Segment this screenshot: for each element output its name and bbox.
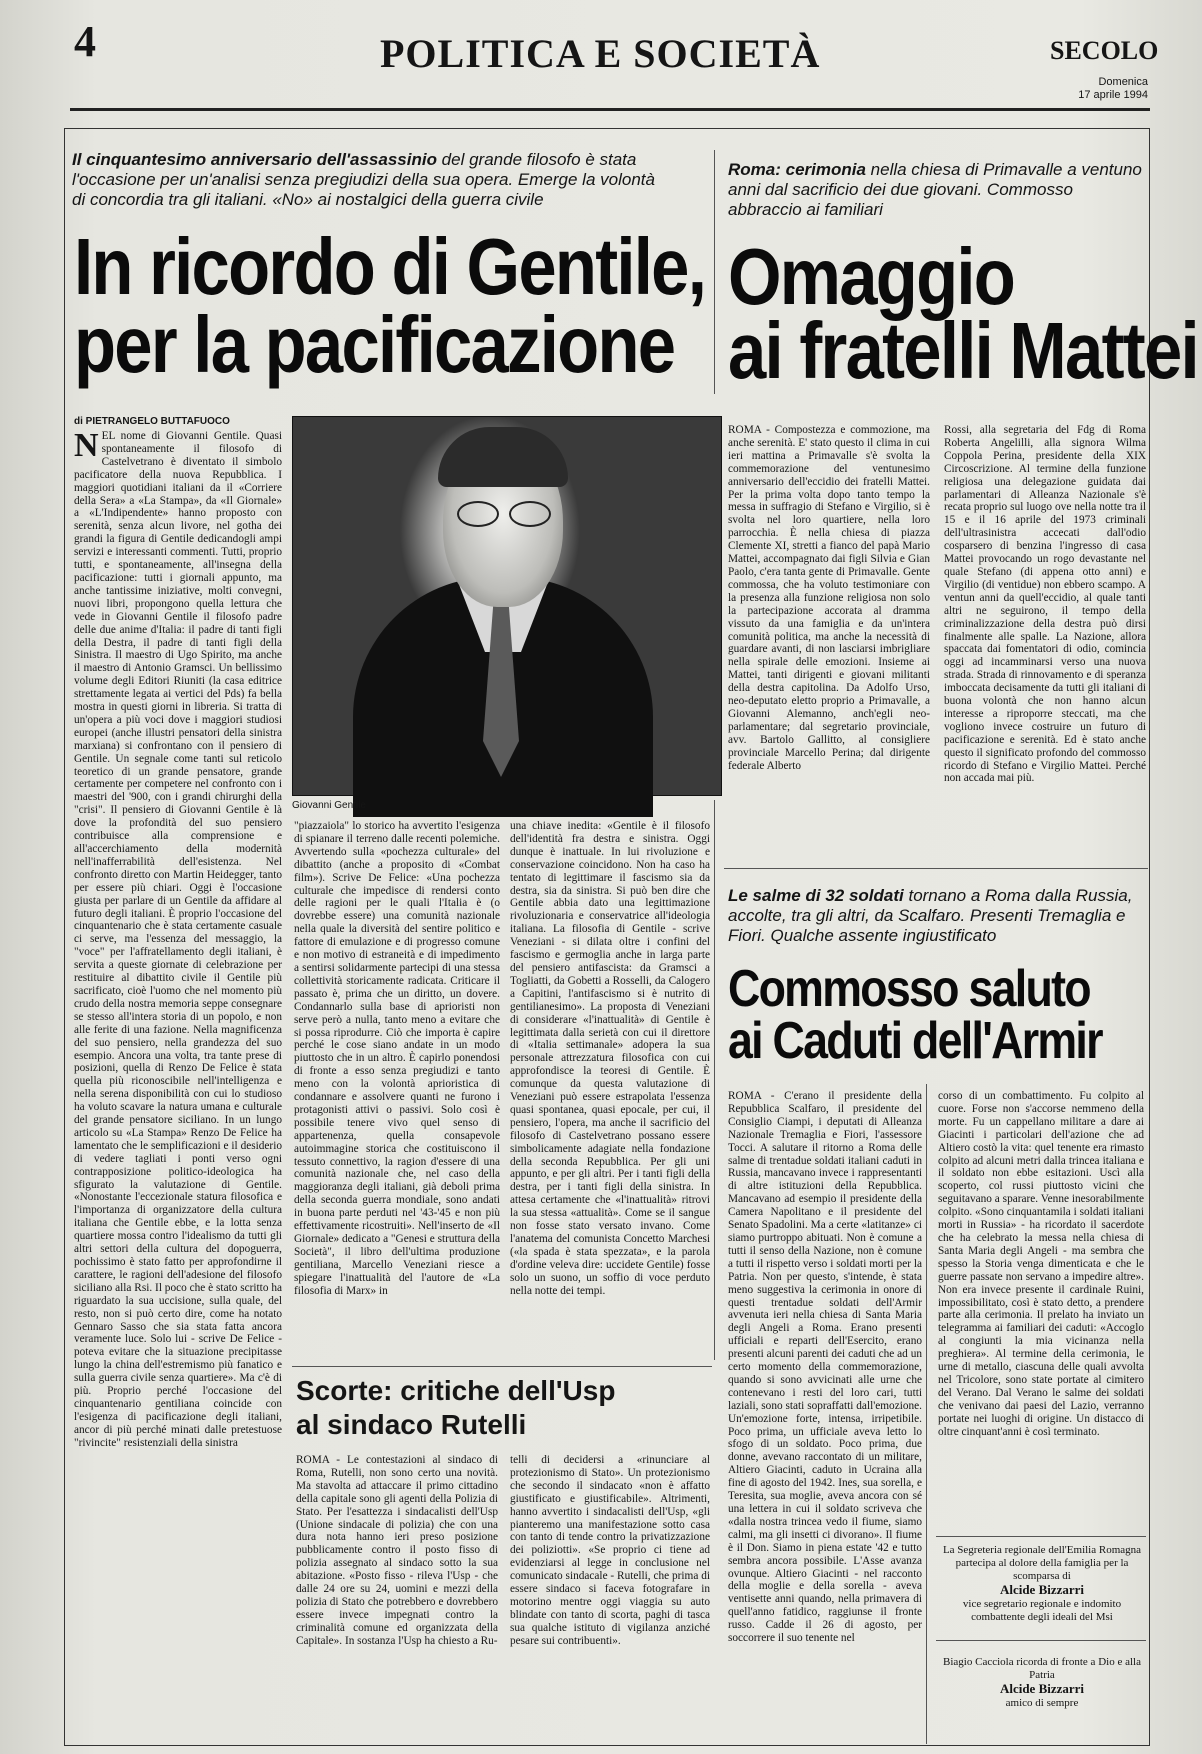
photo-hair <box>438 427 568 487</box>
usp-column-1: ROMA - Le contestazioni al sindaco di Roma, Rutelli, non sono certo una novità. Ma stavolta ad attaccare il primo cittadino della capitale sono gli agenti della Polizia di Stato. Per l'esattezza i sindacalisti dell'Usp (Unione sindacale di polizia) che con una dura nota hanno ieri preso posizione pubblicamente contro il posto fisso di polizia assegnato al sindaco sotto la sua abitazione. «Posto fisso - rileva l'Usp - che dalle 24 ore su 24, uomini e mezzi della polizia di Stato che potrebbero e dovrebbero essere invece impegnati contro la criminalità comune ed organizzata della Capitale». In sostanza l'Usp ha chiesto a Ru- <box>296 1454 498 1647</box>
armir-headline-line1: Commosso saluto <box>728 960 1090 1018</box>
notice-rule <box>936 1640 1146 1641</box>
mattei-headline-line2: ai fratelli Mattei <box>728 306 1198 395</box>
column-divider <box>926 1084 927 1744</box>
gentile-headline-line2: per la pacificazione <box>74 300 675 389</box>
gentile-column-3: una chiave inedita: «Gentile è il filosofo dell'identità fra destra e sinistra. Oggi dunque è inattuale. In lui rivoluzione e conservazione coincidono. Non ha caso ha tentato di legittimare il fascismo sia da destra, sia da sinistra. Si può ben dire che Gentile abbia dato una legittimazione rivoluzionaria e conservatrice all'ideologia italiana. La filosofia di Gentile - scrive Veneziani - si dilata oltre i confini del fascismo e germoglia anche in larga parte del pensiero antifascista: da Gramsci a Togliatti, da Gobetti a Rosselli, da Calogero a Capitini, l'antifascismo si è nutrito di gentilianesimo». La proposta di Veneziani di considerare «l'inattualità» di Gentile è legittimata dalla serietà con cui il direttore di «Italia settimanale» adopera la sua personale attrezzatura filosofica con cui approfondisce la teoresi di Gentile. È comunque da questa valutazione di Veneziani può essere estrapolata l'essenza quasi spontanea, quasi epocale, per cui, il pensiero, l'opera, ma anche il sacrificio del filosofo di Castelvetrano possano essere simbolicamente adagiate nella fondazione della seconda Repubblica. Per gli uni appunto, e per gli altri. Per i tanti figli della destra, per i tanti figli della sinistra. In attesa certamente che «l'inattualità» ritrovi la sua stessa «attualità». Come se il sangue non fosse stato versato invano. Come l'anatema del comunista Concetto Marchesi («la spada è stata spezzata», e la parola d'ordine veleva dire: uccidete Gentile) fosse solo un suono, un soffio di voce perduto nella notte dei tempi. <box>510 820 710 1297</box>
notice-1-text: La Segreteria regionale dell'Emilia Romagna partecipa al dolore della famiglia per la scomparsa di <box>942 1544 1142 1582</box>
gentile-kicker <box>72 150 662 210</box>
header-rule <box>70 108 1150 111</box>
usp-column-2: telli di decidersi a «rinunciare al protezionismo di Stato». Un protezionismo che secondo il sindacato «non è affatto giustificato e giustificabile». Altrimenti, hanno avvertito i sindacalisti dell'Usp, «gli pianteremo una manifestazione sotto casa con tanto di tende contro la privatizzazione dei poliziotti». «Se proprio ci tiene ad evidenziarsi al legge in conclusione nel comunicato sindacale - Rutelli, che prima di essere sindaco si faceva fotografare in motorino mentre oggi viaggia su auto blindate con tanto di scorta, paghi di tasca sua qualche istituto di vigilanza anziché pesare sui contribuenti». <box>510 1454 710 1647</box>
gentile-kicker-bold: Il cinquantesimo anniversario dell'assassinio <box>72 150 437 169</box>
armir-column-2: corso di un combattimento. Fu colpito al cuore. Forse non s'accorse nemmeno della morte. Fu un cappellano militare a dare ai Giacinti i particolari dell'azione che ad Altiero costò la vita: quel tenente era rimasto colpito ad alcuni metri dalla trincea italiana e il soldato non ebbe esitazioni. Uscì alla scoperto, col russi piuttosto vicini che seguitavano a sparare. Venne inesorabilmente colpito. «Sono cinquantamila i soldati italiani morti in Russia» - ha ricordato il sacerdote che ha celebrato la messa nella chiesa di Santa Maria degli Angeli - ma sembra che spesso la Storia venga dimenticata e che le guerre passate non servano a impedire altre». Non era invece presente il cardinale Ruini, impossibilitato, così è stato detto, a prendere parte alla cerimonia. Il prelato ha inviato un telegramma ai familiari dei caduti: «Accoglo al congiunti la mia vicinanza nella preghiera». Al termine della cerimonia, le urne di metallo, ciascuna delle quali avvolta nel Tricolore, sono state portate al cimitero del Verano. Dal Verano le salme dei soldati che venivano dai paesi del Lazio, verranno portate nei luoghi di origine. Un distacco di oltre cinquant'anni è così terminato. <box>938 1090 1144 1438</box>
gentile-column-1 <box>74 427 282 1734</box>
notice-2-text: Biagio Cacciola ricorda di fronte a Dio e alla Patria <box>943 1656 1141 1681</box>
usp-rule <box>292 1366 712 1367</box>
armir-rule <box>724 868 1148 869</box>
mattei-kicker <box>728 160 1148 220</box>
armir-kicker-bold: Le salme di 32 soldati <box>728 886 904 905</box>
armir-column-1: ROMA - C'erano il presidente della Repubblica Scalfaro, il presidente del Consiglio Ciampi, i deputati di Alleanza Nazionale Tremaglia e Fiori, l'assessore Tocci. A salutare il ritorno a Roma delle salme di trentadue soldati italiani caduti in Russia, mancavano invece i rappresentanti di altre istituzioni della Repubblica. Mancavano ad esempio il presidente della Camera Napolitano e il presidente del Senato Spadolini. Ma a certe «latitanze» ci siamo purtroppo abituati. Non è comune a tutti il senso della Nazione, non è comune a tutti il rispetto verso i soldati morti per la Patria. Non per questo, s'intende, è stata meno suggestiva la cerimonia in onore di questi trentadue soldati dell'Armir avvenuta ieri nella chiesa di Santa Maria degli Angeli a Roma. Erano presenti ufficiali e reparti dell'Esercito, erano presenti alcuni parenti dei caduti che ad un certo momento della commemorazione, quando si sono avvicinati alle urne che contenevano i resti del loro cari, tutti laziali, sono stati sopraffatti dall'emozione. Un'emozione forte, intensa, irripetibile. Poco prima, un ufficiale aveva letto lo sfogo di un soldato. Poco prima, due donne, avevano raccontato di un militare, Altiero Giacinti, caduto in Ucraina alla fine di agosto del 1942. Ines, sua sorella, e Teresita, sua moglie, aveva ancora con sé una lettera in cui il soldato scriveva che «dalla nostra trincea vedo il fiume, siamo calmi, ma gli insetti ci divorano». Il fiume è il Don. Siamo in piena estate '42 e tutto sembra ancora possibile. L'Asse avanza ovunque. Altiero Giacinti - nel racconto della moglie e della sorella - aveva ventisette anni quando, nella primavera di quell'anno fatidico, raggiunse il fronte russo. Cadde il 26 di agosto, per soccorrere il suo tenente nel <box>728 1090 922 1645</box>
issue-date <box>1040 76 1148 102</box>
usp-headline-line2: al sindaco Rutelli <box>296 1409 527 1440</box>
column-divider <box>714 150 715 394</box>
usp-headline-line1: Scorte: critiche dell'Usp <box>296 1375 616 1406</box>
mattei-kicker-bold: Roma: cerimonia <box>728 160 866 179</box>
gentile-column-1-text: EL nome di Giovanni Gentile. Quasi spontaneamente il filosofo di Castelvetrano è diventato il simbolo pacificatore della nuova Repubblica. I maggiori quotidiani italiani da il «Corriere della Sera» a «La Stampa», da «Il Giornale» a «L'Indipendente» hanno proposto con serenità, senza alcun livore, nel gotha dei grandi la figura di Gentile dedicandogli ampi servizi e interessanti commenti. Tutti, proprio tutti, e spontaneamente, all'insegna della pacificazione: tutti i giornali appunto, ma anche tantissime iniziative, molti convegni, nuovi libri, propongono quella lettura che vede in Giovanni Gentile il filosofo padre delle due anime d'Italia: il padre di tanti figli della Destra, il padre di tanti figli della Sinistra. Il maestro di Ugo Spirito, ma anche il maestro di Antonio Gramsci. Un bellissimo volume degli Editori Riuniti (la casa editrice strettamente legata ai vertici del Pds) fa bella mostra in questi giorni in libreria. Si tratta di un'opera a più voci dove i maggiori studiosi europei (anche illustri pensatori della sinistra marxiana) si confrontano con il pensiero di Gentile. Un segnale come tanti sul reticolo teoretico di un grande pensatore, grande certamente per competere nel confronto con i maestri del '900, con i grandi chirurghi della "crisi". Il pensiero di Giovanni Gentile è là dove la profondità del suo pensiero contribuisce alla comprensione e all'accerchiamento della modernità nell'inafferrabilità dell'esistenza. Nel confronto diretto con Martin Heidegger, tanto per essere più chiari. Oggi è l'occasione giusta per parlare di un Gentile da affidare al futuro degli italiani. È proprio l'occasione del cinquantenario che è stata certamente casuale ci serve, ma l'essenza del messaggio, la "voce" per l'affratellamento degli italiani, è servita a queste giornate di celebrazione per restituire al dibattito civile il Gentile più sacrificato, cioè l'uomo che nel momento più crudo della nostra memoria seppe consegnare se stesso all'intera storia di un popolo, e non alle ferite di una fazione. Nella magnificenza del suo pensiero, nella grandezza del suo esempio. Ancora una volta, tra tante prese di posizioni, quella di Renzo De Felice è stata quella più riconoscibile nell'intelligenza e nella serena disponibilità con cui lo studioso ha voluto scavare la natura umana e culturale del grande pensatore siciliano. In un lungo articolo su «La Stampa» Renzo De Felice ha lamentato che le semplificazioni e il desiderio di vedere tagliati i ponti verso ogni contrapposizione politico-ideologica ha sfigurato la valutazione di Gentile. «Nonostante l'eccezionale statura filosofica e l'importanza di organizzatore della cultura italiana che Gentile ebbe, e la lotta senza quartiere mossa contro l'idealismo da tutti gli altri settori della cultura del dopoguerra, pochissimo è stato fatto per approfondirne il carattere, le ragioni dell'adesione del filosofo siciliano alla Rsi. Il poco che è stato scritto ha riguardato la sua uccisione, sulla quale, del resto, non si può certo dire, come ha notato Gennaro Sasso che sia stata fatta ancora veramente luce. Solo lui - scrive De Felice - poteva evitare che la situazione precipitasse lungo la china dell'estremismo più fanatico e sulla guerra civile senza quartiere». Ma c'è di più. Proprio perché l'occasione del cinquantenario gentiliana coincide con l'esigenza di pacificazione degli italiani, ancor di più perché minati dalle pretestuose "rivincite" resistenziali della sinistra <box>74 430 282 1449</box>
obituary-notice-1 <box>940 1544 1144 1624</box>
newspaper-masthead: SECOLO <box>1050 36 1159 65</box>
notice-1-name: Alcide Bizzarri <box>999 1582 1085 1597</box>
gentile-byline: di PIETRANGELO BUTTAFUOCO <box>74 416 230 427</box>
mattei-kicker-text: nella chiesa di Primavalle a ventuno anni dal sacrificio dei due giovani. Commosso abbraccio ai familiari <box>728 160 1142 219</box>
giovanni-gentile-photo <box>292 416 722 796</box>
notice-2-name: Alcide Bizzarri <box>999 1681 1085 1696</box>
obituary-notice-2 <box>940 1656 1144 1710</box>
armir-headline-line2: ai Caduti dell'Armir <box>728 1012 1102 1070</box>
mattei-column-2: Rossi, alla segretaria del Fdg di Roma Roberta Angelilli, alla signora Wilma Coppola Perina, presidente della XIX Circoscrizione. Al termine della funzione religiosa una delegazione guidata dai parlamentari di Alleanza Nazionale s'è recata proprio sul luogo ove nella notte tra il 15 e il 16 aprile del 1973 criminali dell'ultrasinistra accecati dall'odio cosparsero di benzina l'ingresso di casa Mattei provocando un rogo devastante nel quale Stefano (di appena otto anni) e Virgilio (di ventidue) non ebbero scampo. A ventun anni da quell'eccidio, al quale tanti altri ne seguirono, il tempo della criminalizzazione della destra può dirsi finalmente alle spalle. La Nazione, allora spaccata dai fomentatori di odio, comincia oggi ad incamminarsi verso una nuova strada. Strada di rinnovamento e di speranza imboccata decisamente da tutti gli italiani di buona volontà che non hanno alcun interesse a riproporre steccati, ma che vogliono invece costruire un futuro di pacificazione e serenità. Ed è stato anche questo il significato profondo del commosso ricordo di Stefano e Virgilio Mattei. Perché non accada mai più. <box>944 424 1146 785</box>
photo-caption: Giovanni Gentile <box>292 800 366 811</box>
issue-date-text: 17 aprile 1994 <box>1078 89 1148 101</box>
section-title: POLITICA E SOCIETÀ <box>380 31 821 76</box>
column-divider <box>714 800 715 1360</box>
notice-rule <box>936 1536 1146 1537</box>
page-number: 4 <box>74 17 96 66</box>
gentile-column-2: "piazzaiola" lo storico ha avvertito l'esigenza di spianare il terreno dalle recenti polemiche. Avvertendo sulla «pochezza culturale» del dibattito (anche a proposito di «Combat film»). Scrive De Felice: «Una pochezza culturale che impedisce di rendersi conto delle ragioni per le quali l'Italia è (o dovrebbe essere) una comunità nazionale nella quale la diversità del sentire politico e fattore di emulazione e di progresso comune e non motivo di estraneità e di impedimento a sentirsi solidarmente partecipi di una stessa collettività storicamente radicata. Criticare il passato è, prima che un diritto, un dovere. Condannarlo sulla base di aprioristi non serve però a nulla, tanto meno a evitare che si possa riprodurre. Ciò che importa è capire perché le cose siano andate in un modo piuttosto che in un altro. È capirlo ponendosi di fronte a esso senza pregiudizi e tanto meno con la volontà aprioristica di condannare e assolvere quanti ne furono i protagonisti attivi o passivi. Solo così è possibile tenere vivo quel senso di appartenenza, quella consapevole autoimmagine storica che costituiscono il tessuto connettivo, la ragion d'essere di una comunità nazionale che, nel caso della maggioranza degli italiani, già deboli prima della seconda guerra mondiale, sono andati in buona parte perduti nel '43-'45 e non più effettivamente ricostruiti». Nell'inserto de «Il Giornale» dedicato a "Genesi e struttura della Società", il libro dell'ultima produzione gentiliana, Marcello Veneziani riesce a spiegare l'inattualità del l'autore de «La filosofia di Marx» in <box>294 820 500 1297</box>
armir-kicker <box>728 886 1146 946</box>
armir-kicker-text: tornano a Roma dalla Russia, accolte, tra gli altri, da Scalfaro. Presenti Tremaglia e Fiori. Qualche assente ingiustificato <box>728 886 1133 945</box>
issue-day: Domenica <box>1098 76 1148 88</box>
photo-glasses <box>453 501 553 525</box>
gentile-headline-line1: In ricordo di Gentile, <box>74 222 706 311</box>
mattei-column-1: ROMA - Compostezza e commozione, ma anche serenità. E' stato questo il clima in cui ieri mattina a Primavalle s'è svolta la commemorazione del ventunesimo anniversario dell'eccidio dei fratelli Mattei. Per la prima volta dopo tanto tempo la messa in suffragio di Stefano e Virgilio, si è svolta nel loro quartiere, nella loro parrocchia. È nella chiesa di piazza Clemente XI, stretti a fianco del papà Mario Mattei, accompagnato dai figli Silvia e Gian Paolo, c'era tanta gente di Primavalle. Gente commossa, che ha voluto testimoniare con la presenza alla funzione religiosa non solo la partecipazione accorata al dramma vissuto da una famiglia e da un'intera comunità politica, ma anche la necessità di guardare avanti, di non lasciarsi imbrigliare nella spirale delle emozioni. Insieme ai Mattei, tanti dirigenti e giovani militanti della destra capitolina. Da Adolfo Urso, neo-deputato eletto proprio a Primavalle, a Giovanni Alemanno, anch'egli neo-parlamentare; dal segretario provinciale, avv. Bartolo Gallitto, al consigliere provinciale Marcello Perina; dal dirigente federale Alberto <box>728 424 930 772</box>
drop-cap: N <box>74 427 99 464</box>
notice-1-tail: vice segretario regionale e indomito combattente degli ideali del Msi <box>962 1598 1122 1623</box>
notice-2-tail: amico di sempre <box>1005 1697 1079 1709</box>
mattei-headline-line1: Omaggio <box>728 232 1015 321</box>
gentile-kicker-text: del grande filosofo è stata l'occasione per un'analisi senza pregiudizi della sua opera. Emerge la volontà di concordia tra gli italiani. «No» ai nostalgici della guerra civile <box>72 150 655 209</box>
